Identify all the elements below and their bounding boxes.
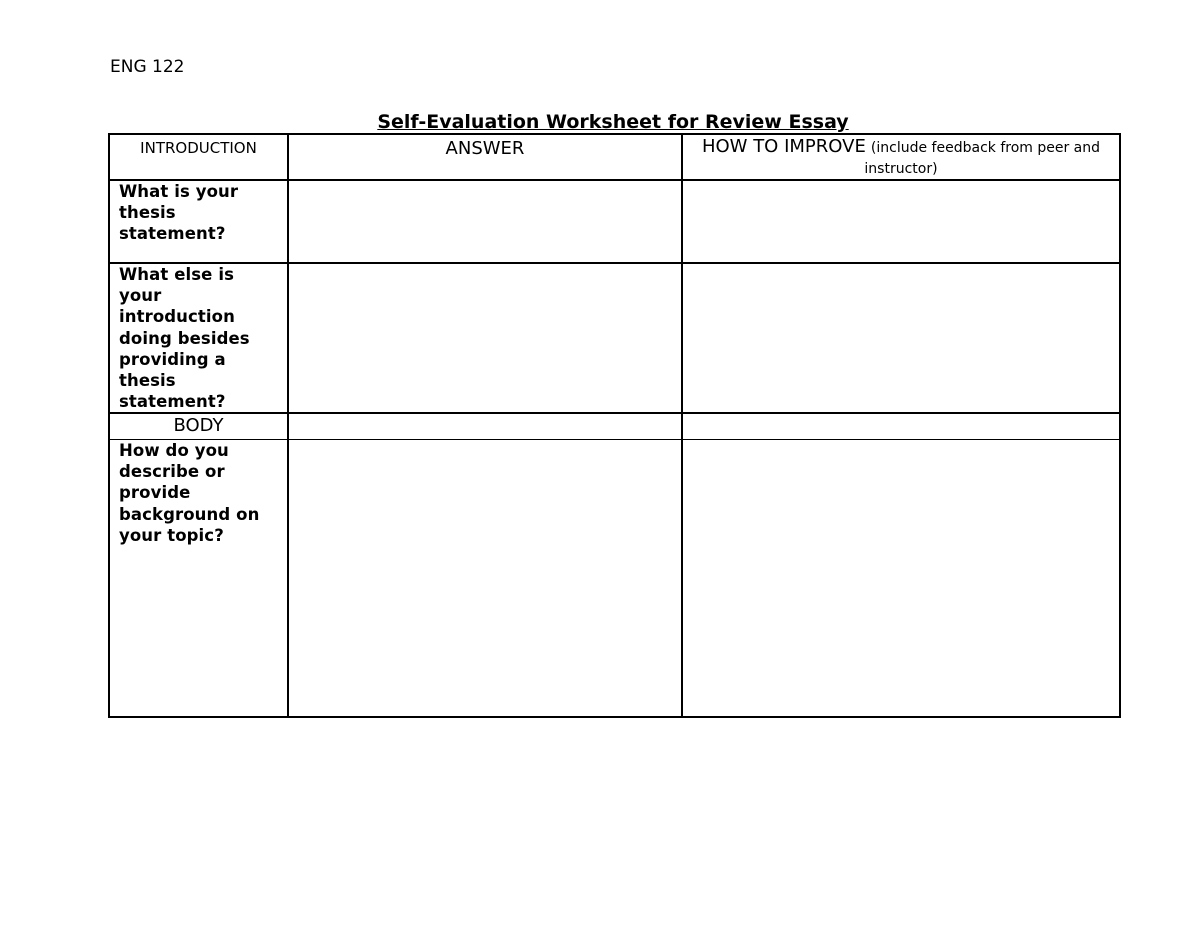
evaluation-table (108, 133, 1121, 718)
header-introduction (109, 134, 288, 180)
question-cell (109, 263, 288, 413)
header-improve-label: HOW TO IMPROVE (701, 136, 866, 157)
course-code: ENG 122 (110, 57, 185, 77)
header-answer (288, 134, 682, 180)
question-cell (109, 180, 288, 263)
table-row (109, 439, 1120, 717)
table-row (109, 180, 1120, 263)
question-cell (109, 439, 288, 717)
header-how-to-improve (682, 134, 1120, 180)
section-improve-cell (682, 413, 1120, 439)
question-background: How do you describe or provide background on your topic? (119, 440, 260, 545)
improve-cell-background[interactable] (682, 439, 1120, 717)
section-row-body (109, 413, 1120, 439)
worksheet-title: Self-Evaluation Worksheet for Review Essay (377, 111, 849, 133)
header-answer-label: ANSWER (445, 138, 525, 159)
section-body-label: BODY (173, 415, 224, 437)
header-improve-text (683, 135, 1119, 179)
question-introduction-purpose: What else is your introduction doing besides providing a thesis statement? (119, 265, 250, 412)
section-answer-cell (288, 413, 682, 439)
answer-cell-thesis[interactable] (288, 180, 682, 263)
answer-cell-introduction[interactable] (288, 263, 682, 413)
header-introduction-label: INTRODUCTION (140, 139, 257, 157)
answer-cell-background[interactable] (288, 439, 682, 717)
table-row (109, 263, 1120, 413)
header-row (109, 134, 1120, 180)
improve-cell-introduction[interactable] (682, 263, 1120, 413)
header-improve-note: (include feedback from peer and instructor) (864, 140, 1101, 177)
question-thesis: What is your thesis statement? (119, 182, 239, 244)
improve-cell-thesis[interactable] (682, 180, 1120, 263)
section-cell (109, 413, 288, 439)
